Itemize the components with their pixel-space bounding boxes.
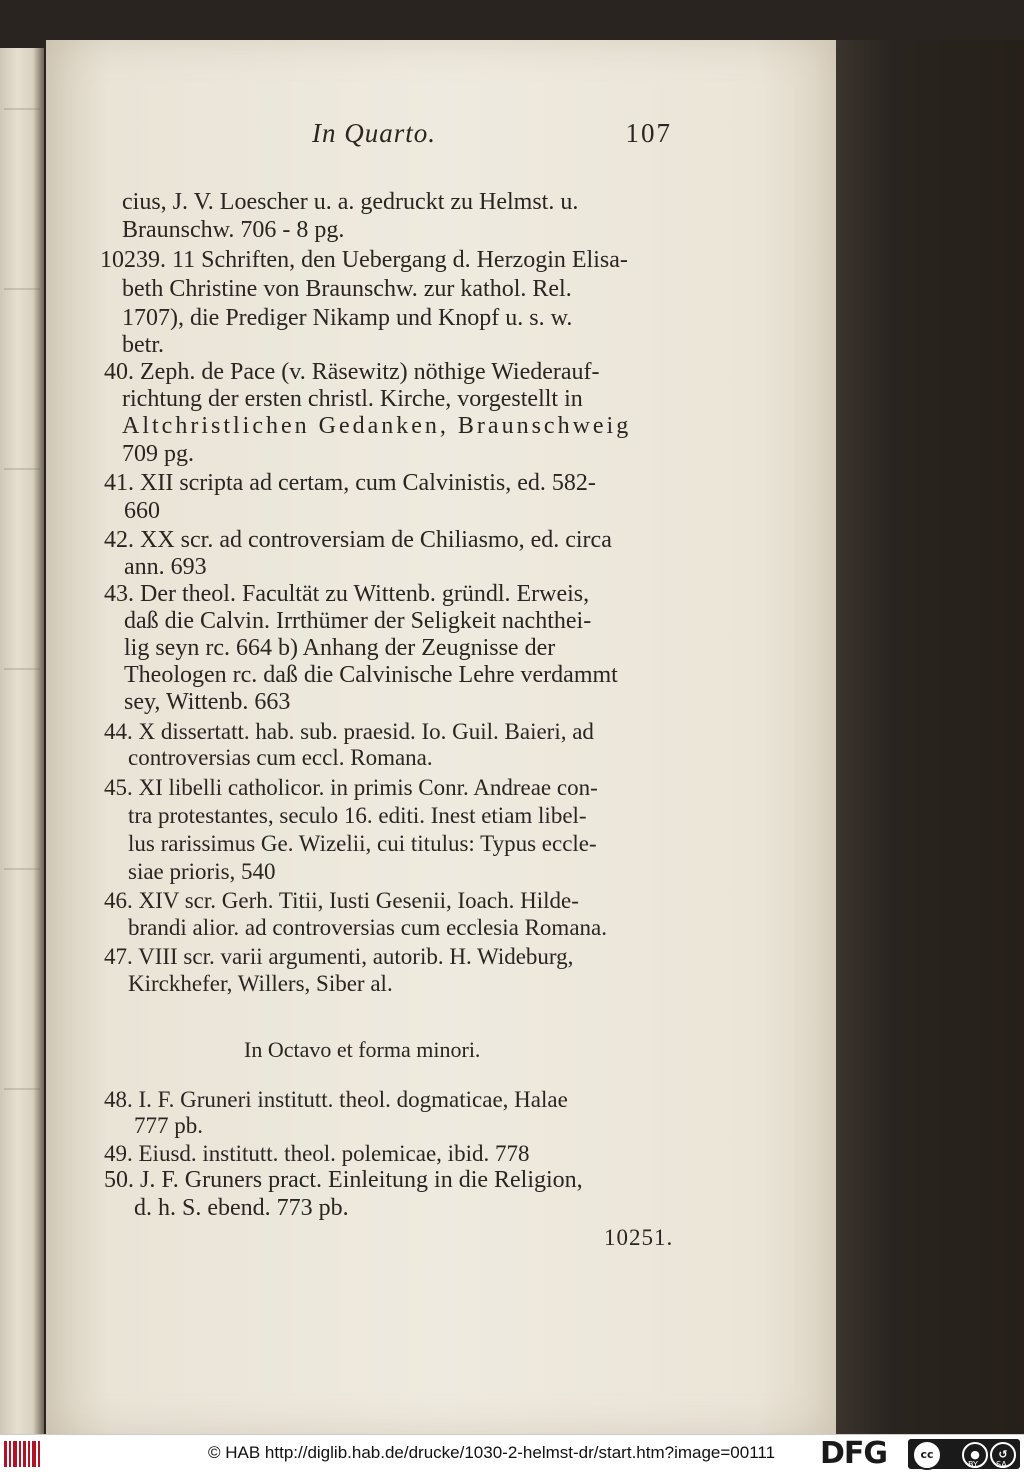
copyright-link[interactable]: © HAB http://diglib.hab.de/drucke/1030-2-helmst-dr/start.htm?image=00111: [208, 1443, 776, 1462]
text-line: Kirckhefer, Willers, Siber al.: [128, 971, 393, 996]
person-icon: ●: [962, 1442, 988, 1468]
text-line: 50. J. F. Gruners pract. Einleitung in die Religion,: [104, 1167, 583, 1193]
text-line: cius, J. V. Loescher u. a. gedruckt zu Helmst. u.: [122, 189, 579, 215]
text-line: Altchristlichen Gedanken, Braunschweig: [122, 413, 632, 439]
text-line: Braunschw. 706 - 8 pg.: [122, 217, 345, 243]
text-line: 1707), die Prediger Nikamp und Knopf u. s. w.: [122, 305, 573, 331]
text-line: 43. Der theol. Facultät zu Wittenb. gründl. Erweis,: [104, 581, 590, 607]
text-line: Theologen rc. daß die Calvinische Lehre verdammt: [124, 662, 618, 688]
text-line: siae prioris, 540: [128, 859, 276, 884]
text-line: daß die Calvin. Irrthümer der Seligkeit nachthei-: [124, 608, 592, 634]
text-line: 44. X dissertatt. hab. sub. praesid. Io. Guil. Baieri, ad: [104, 719, 594, 744]
text-line: 48. I. F. Gruneri institutt. theol. dogmaticae, Halae: [104, 1087, 568, 1112]
sa-label: SA: [996, 1460, 1007, 1469]
viewer-footer: [0, 1434, 1024, 1474]
page-number: 107: [625, 118, 672, 148]
text-line: 40. Zeph. de Pace (v. Räsewitz) nöthige Wiederauf-: [104, 359, 600, 385]
text-line: 47. VIII scr. varii argumenti, autorib. H. Wideburg,: [104, 944, 574, 969]
share-alike-icon: ↺: [990, 1442, 1016, 1468]
text-line: 10239. 11 Schriften, den Uebergang d. Herzogin Elisa-: [100, 247, 628, 273]
text-line: beth Christine von Braunschw. zur kathol. Rel.: [122, 276, 572, 302]
text-line: lig seyn rc. 664 b) Anhang der Zeugnisse der: [124, 635, 556, 661]
catchword: 10251.: [604, 1225, 674, 1250]
text-line: 709 pg.: [122, 441, 194, 467]
running-head: [312, 118, 682, 158]
cc-license-badge[interactable]: [908, 1439, 1020, 1469]
text-line: sey, Wittenb. 663: [124, 689, 291, 715]
text-line: 777 pb.: [134, 1113, 203, 1138]
section-heading: In Octavo et forma minori.: [244, 1037, 481, 1062]
page-shadow: [836, 40, 1024, 1434]
text-line: 49. Eiusd. institutt. theol. polemicae, ibid. 778: [104, 1141, 530, 1166]
text-line: 45. XI libelli catholicor. in primis Conr. Andreae con-: [104, 775, 598, 800]
text-line: 42. XX scr. ad controversiam de Chiliasmo, ed. circa: [104, 527, 612, 553]
previous-page-edge: [0, 48, 44, 1434]
text-line: betr.: [122, 332, 164, 358]
text-line: ann. 693: [124, 554, 207, 580]
by-label: BY: [968, 1460, 978, 1469]
text-line: 660: [124, 498, 160, 524]
text-line: d. h. S. ebend. 773 pb.: [134, 1195, 349, 1221]
text-line: tra protestantes, seculo 16. editi. Inest etiam libel-: [128, 803, 587, 828]
dfg-logo: DFG: [820, 1436, 888, 1471]
text-line: 46. XIV scr. Gerh. Titii, Iusti Gesenii, Ioach. Hilde-: [104, 888, 579, 913]
text-line: lus rarissimus Ge. Wizelii, cui titulus: Typus eccle-: [128, 831, 597, 856]
text-line: controversias cum eccl. Romana.: [128, 745, 433, 770]
cc-icon: cc: [912, 1440, 942, 1470]
library-barcode-icon: [4, 1441, 44, 1467]
text-line: brandi alior. ad controversias cum ecclesia Romana.: [128, 915, 607, 940]
text-line: richtung der ersten christl. Kirche, vorgestellt in: [122, 386, 583, 412]
running-head-title: In Quarto.: [312, 118, 436, 148]
text-line: 41. XII scripta ad certam, cum Calvinistis, ed. 582-: [104, 470, 596, 496]
